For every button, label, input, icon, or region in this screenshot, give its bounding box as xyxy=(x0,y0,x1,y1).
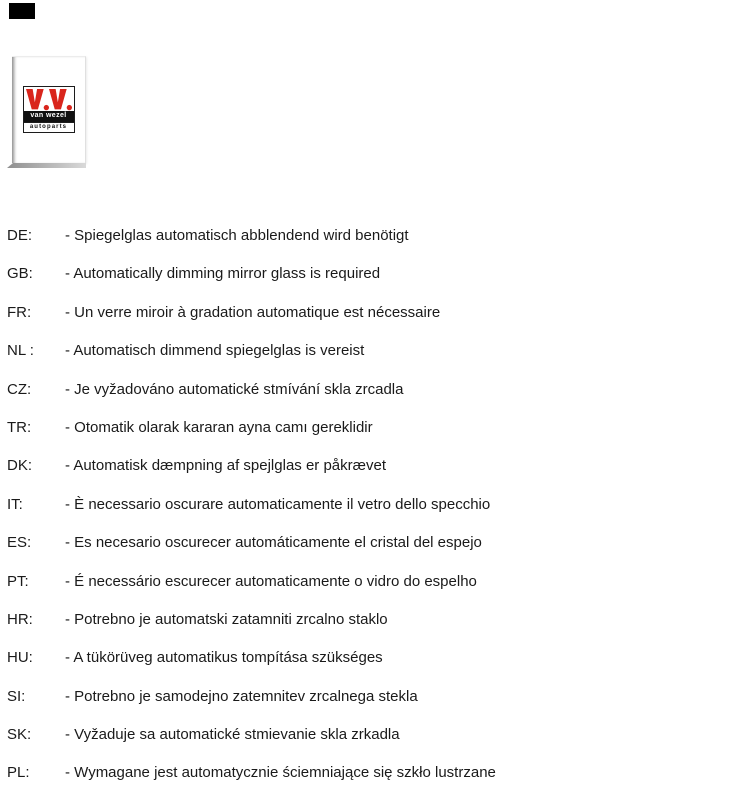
lang-code: DK: xyxy=(7,457,33,475)
lang-code: IT: xyxy=(7,495,23,513)
translation-text: - Automatisk dæmpning af spejlglas er påkrævet xyxy=(65,457,386,475)
translation-row-pt xyxy=(7,574,727,612)
translation-row-dk xyxy=(7,458,727,496)
translation-text: - Je vyžadováno automatické stmívání skla zrcadla xyxy=(65,380,404,398)
lang-code: DE: xyxy=(7,227,33,244)
translation-row-sk xyxy=(7,727,727,765)
translation-text: - Wymagane jest automatycznie ściemniające się szkło lustrzane xyxy=(65,764,496,782)
translation-row-cz xyxy=(7,382,727,420)
translation-text: - Otomatik olarak kararan ayna camı gereklidir xyxy=(65,418,373,436)
translation-row-tr xyxy=(7,420,727,458)
lang-code: HR: xyxy=(7,610,33,628)
lang-code: ES: xyxy=(7,534,32,552)
translation-row-es xyxy=(7,535,727,573)
translation-row-nl xyxy=(7,343,727,381)
lang-code: PL: xyxy=(7,764,30,782)
translation-text: - Un verre miroir à gradation automatique est nécessaire xyxy=(65,303,441,321)
lang-code: FR: xyxy=(7,303,32,321)
logo-brand-name: van wezel xyxy=(24,111,74,122)
translation-text: - Es necesario oscurecer automáticamente el cristal del espejo xyxy=(65,534,482,552)
translation-text: - É necessário escurecer automaticamente o vidro do espelho xyxy=(65,572,477,590)
translation-row-hr xyxy=(7,612,727,650)
translation-text: - Vyžaduje sa automatické stmievanie skla zrkadla xyxy=(65,726,400,744)
lang-code: NL : xyxy=(7,342,34,360)
translation-row-pl xyxy=(7,765,727,803)
translation-text: - Potrebno je samodejno zatemnitev zrcalnega stekla xyxy=(65,687,418,705)
lang-code: PT: xyxy=(7,572,29,590)
lang-code: TR: xyxy=(7,418,32,436)
translation-row-si xyxy=(7,689,727,727)
translation-row-de xyxy=(7,228,727,266)
lang-code: HU: xyxy=(7,649,33,667)
translation-text: - Automatically dimming mirror glass is required xyxy=(65,265,381,283)
lang-code: CZ: xyxy=(7,380,32,398)
translation-text: - Automatisch dimmend spiegelglas is vereist xyxy=(65,342,365,360)
lang-code: SI: xyxy=(7,687,26,705)
translation-text: - È necessario oscurare automaticamente il vetro dello specchio xyxy=(65,495,491,513)
logo-brand-sub: autoparts xyxy=(24,122,74,132)
corner-mark xyxy=(9,3,35,19)
translation-row-gb xyxy=(7,266,727,304)
lang-code: GB: xyxy=(7,265,33,283)
translation-text: - Spiegelglas automatisch abblendend wird benötigt xyxy=(65,227,409,244)
translation-row-hu xyxy=(7,650,727,688)
translation-text: - A tükörüveg automatikus tompítása szükséges xyxy=(65,649,383,667)
van-wezel-monogram-icon xyxy=(24,87,74,111)
translation-row-fr xyxy=(7,305,727,343)
van-wezel-logo-card xyxy=(12,56,86,163)
van-wezel-logo xyxy=(23,86,75,133)
translation-text: - Potrebno je automatski zatamniti zrcalno staklo xyxy=(65,610,388,628)
translation-list xyxy=(7,228,727,804)
lang-code: SK: xyxy=(7,726,32,744)
translation-row-it xyxy=(7,497,727,535)
